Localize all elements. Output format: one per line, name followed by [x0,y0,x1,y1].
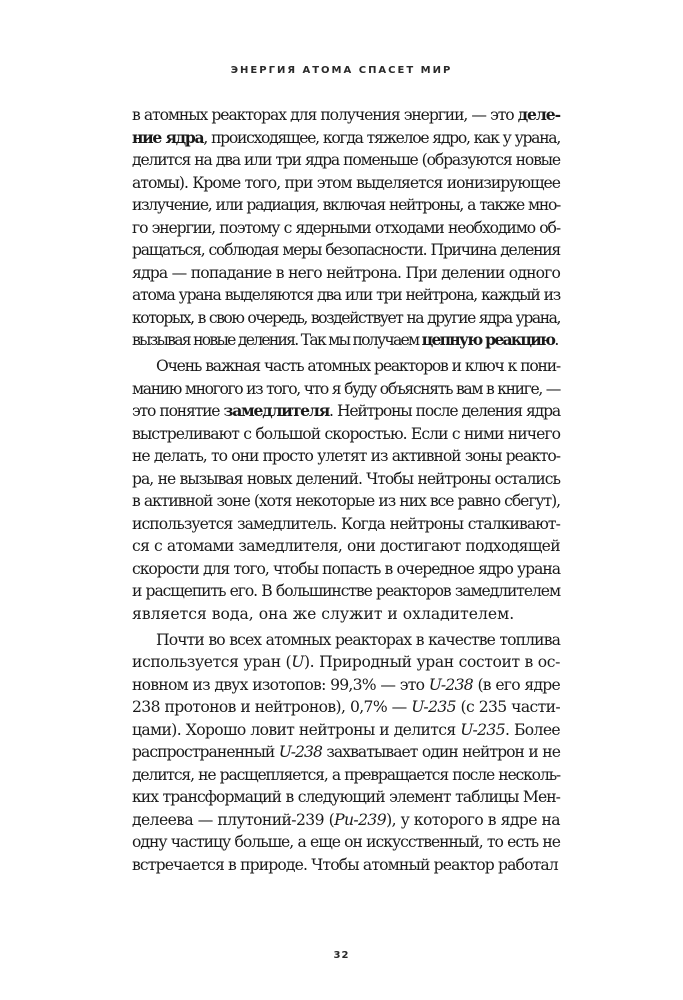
text-run: цами). Хорошо ловит нейтроны и делится [132,720,461,739]
text-run: ядра — попадание в него нейтрона. При делении одного [132,263,560,282]
text-line [132,194,560,217]
page-number: 32 [333,950,350,961]
text-run: делится на два или три ядра поменьше (образуются новые [132,151,560,169]
text-run: ся с атомами замедлителя, они достигают подходящей [132,537,560,555]
text-line [132,535,560,558]
text-run: распространенный [132,743,279,761]
text-line [132,329,560,352]
text-run: ), у которого в ядре на [386,810,560,829]
text-line [132,172,560,195]
text-line [132,149,560,172]
text-run: выстреливают с большой скоростью. Если с ними ничего [132,424,560,443]
text-line [132,809,560,832]
text-run: . Нейтроны после деления ядра [329,402,560,420]
text-run: это понятие [132,402,224,420]
text-line [132,217,560,240]
text-run: ра, не вызывая новых делений. Чтобы нейтроны остались [132,469,560,488]
text-run: излучение, или радиация, включая нейтроны, а также мно- [132,196,560,214]
text-line [132,239,560,262]
text-line [132,651,560,674]
text-line [132,764,560,787]
text-line [132,831,560,854]
paragraph [132,355,560,625]
text-run: используется уран ( [132,653,292,671]
italic-term: U [291,653,304,671]
text-line [132,490,560,513]
text-run: в атомных реакторах для получения энергии, — это [132,106,518,124]
text-line [132,513,560,536]
text-run: новном из двух изотопов: 99,3% — это [132,675,429,694]
text-run: вызывая новые деления. Так мы получаем [132,331,422,349]
bold-term: деле- [517,105,560,124]
text-run: в активной зоне (хотя некоторые из них все равно сбегут), [132,492,560,510]
text-line [132,378,560,401]
bold-term: цепную реакцию [421,330,555,349]
text-run: манию многого из того, что я буду объяснять вам в книге, — [132,379,560,398]
text-line [132,284,560,307]
text-line [132,468,560,491]
italic-term: U-238 [428,675,473,694]
text-line [132,629,560,652]
text-run: делеева — плутоний-239 ( [132,810,335,829]
text-run: которых, в свою очередь, воздействует на другие ядра урана, [132,308,560,327]
text-run: не делать, то они просто улетят из активной зоны реакто- [132,447,560,465]
text-run: (с 235 части- [455,698,560,716]
text-run: захватывает один нейтрон и не [321,743,560,761]
text-line [132,262,560,285]
text-line [132,741,560,764]
text-line [132,786,560,809]
text-run: ращаться, соблюдая меры безопасности. Причина деления [132,241,560,259]
text-run: делится, не расщепляется, а превращается после несколь- [132,765,560,784]
italic-term: U-235 [460,720,505,739]
running-header: ЭНЕРГИЯ АТОМА СПАСЕТ МИР [230,65,453,76]
text-line [132,445,560,468]
text-line [132,127,560,150]
text-run: ких трансформаций в следующий элемент таблицы Мен- [132,788,560,806]
paragraph [132,104,560,352]
italic-term: Pu-239 [334,810,387,829]
text-run: встречается в природе. Чтобы атомный реактор работал [132,855,558,874]
text-run: Очень важная часть атомных реакторов и ключ к пони- [156,357,560,375]
body-text [132,104,560,880]
text-line [132,719,560,742]
text-run: Почти во всех атомных реакторах в качестве топлива [156,630,560,649]
text-line [132,696,560,719]
italic-term: U-235 [411,698,456,716]
text-run: ). Природный уран состоит в ос- [304,653,560,671]
text-line [132,355,560,378]
text-line [132,104,560,127]
text-line [132,603,560,626]
text-run: . [554,331,558,349]
text-line [132,580,560,603]
text-run: атома урана выделяются два или три нейтрона, каждый из [132,286,560,304]
text-run: одну частицу больше, а еще он искусственный, то есть не [132,833,560,851]
italic-term: U-238 [278,743,322,761]
text-line [132,558,560,581]
text-line [132,854,560,877]
text-run: (в его ядре [472,675,561,694]
text-run: . Более [504,720,560,739]
text-run: скорости для того, чтобы попасть в очередное ядро урана [132,559,560,578]
text-run: , происходящее, когда тяжелое ядро, как у урана, [203,128,560,147]
text-line [132,674,560,697]
bold-term: замедлителя [223,401,330,420]
paragraph [132,629,560,877]
text-run: используется замедлитель. Когда нейтроны сталкивают- [132,514,560,533]
text-line [132,423,560,446]
text-line [132,400,560,423]
text-line [132,307,560,330]
text-run: и расщепить его. В большинстве реакторов замедлителем [132,582,560,600]
text-run: атомы). Кроме того, при этом выделяется ионизирующее [132,173,560,192]
text-run: является вода, она же служит и охладителем. [132,604,515,623]
bold-term: ние ядра [132,127,204,147]
text-run: го энергии, поэтому с ядерными отходами необходимо об- [132,218,560,237]
text-run: 238 протонов и нейтронов), 0,7% — [132,698,412,716]
